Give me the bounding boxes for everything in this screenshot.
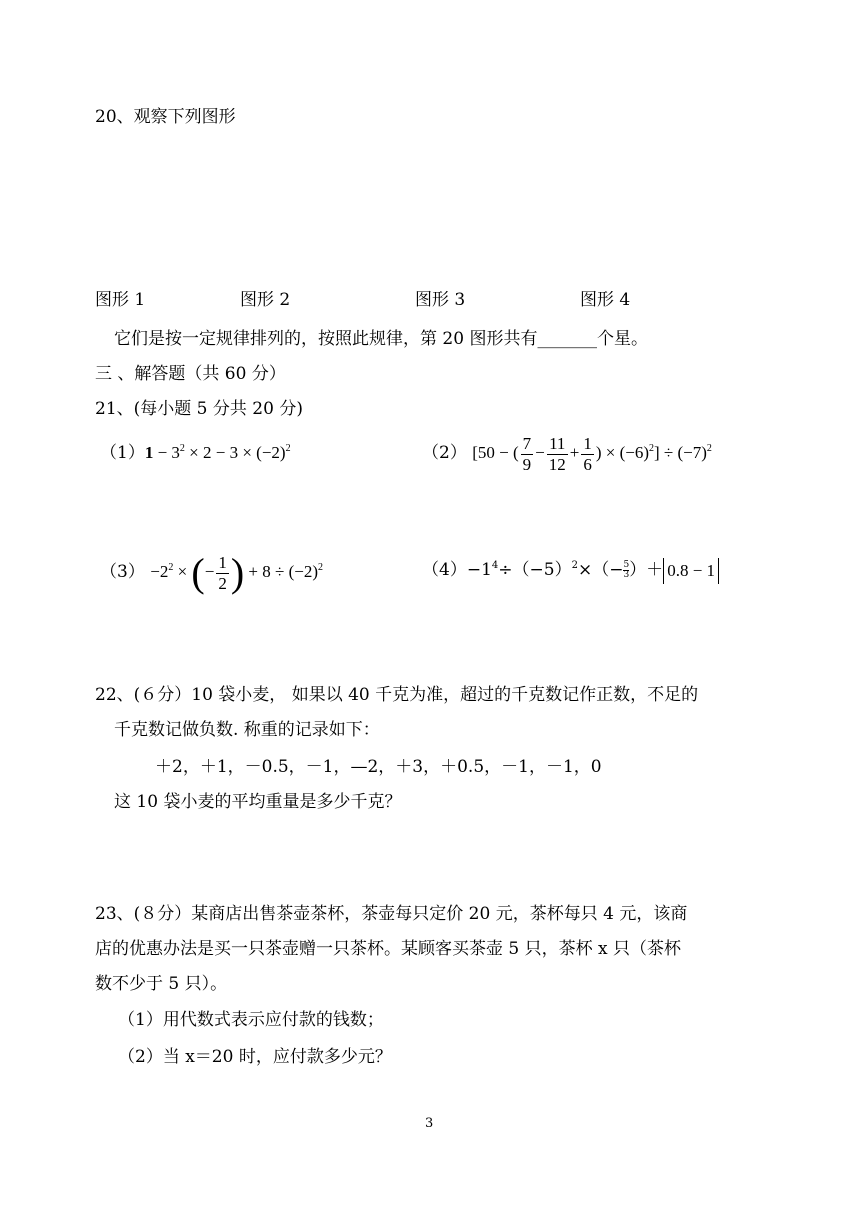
q21-part3-expression: $-2^2$ × (− $\frac{1}{2}$ ) + $8 \div (-2)^2$	[150, 550, 323, 596]
q21-part2-label: （2）	[422, 443, 467, 463]
q21-part4-label: （4）	[422, 560, 467, 580]
section3-title: 三 、解答题（共 60 分）	[95, 364, 286, 384]
q21-part2-expression: [50 − ( $\frac{7}{9}$ − $\frac{11}{12}$ + $\frac{1}{6}$ ) × $(-6)^2] \div (-7)^2$	[472, 433, 712, 474]
figure-label-4: 图形 4	[580, 290, 631, 310]
q23-sub1: （1）用代数式表示应付款的钱数；	[118, 1010, 384, 1030]
page-number: 3	[425, 1116, 434, 1131]
q21-part3	[100, 541, 323, 600]
figure-label-3: 图形 3	[415, 290, 466, 310]
q20-question: 它们是按一定规律排列的，按照此规律，第 20 图形共有_______个星。	[114, 329, 648, 349]
q22-line2: 千克数记做负数. 称重的记录如下：	[114, 720, 380, 740]
q21-part1-expression: $1 - 3^2 \times 2 - 3 \times (-2)^2$	[144, 443, 291, 462]
figure-label-1: 图形 1	[95, 290, 146, 310]
q21-part4-expression: $-1^4\div(-5)^2\times(-$ $\frac{5}{3})+ 0.8 - 1$	[467, 560, 719, 580]
q22-line1: 22、(６分）10 袋小麦， 如果以 40 千克为准，超过的千克数记作正数，不足的	[95, 685, 699, 705]
q23-line3: 数不少于 5 只）。	[95, 974, 228, 994]
q21-title: 21、(每小题 5 分共 20 分)	[95, 399, 303, 419]
q21-part4	[422, 555, 719, 584]
q21-part1	[100, 438, 291, 464]
q23-line2: 店的优惠办法是买一只茶壶赠一只茶杯。某顾客买茶壶 5 只，茶杯 x 只（茶杯	[95, 939, 682, 959]
q21-part2	[422, 425, 712, 477]
q22-question: 这 10 袋小麦的平均重量是多少千克？	[114, 792, 402, 812]
figure-label-2: 图形 2	[240, 290, 291, 310]
q20-title: 20、观察下列图形	[95, 107, 236, 127]
q21-part1-label: （1）	[100, 443, 145, 463]
q23-line1: 23、(８分）某商店出售茶壶茶杯，茶壶每只定价 20 元，茶杯每只 4 元，该商	[95, 904, 688, 924]
q23-sub2: （2）当 x＝20 时，应付款多少元？	[118, 1047, 392, 1067]
q22-data: ＋2，＋1，－0.5，－1，—2，＋3，＋0.5，－1，－1，0	[155, 757, 602, 777]
q21-part3-label: （3）	[100, 562, 145, 582]
